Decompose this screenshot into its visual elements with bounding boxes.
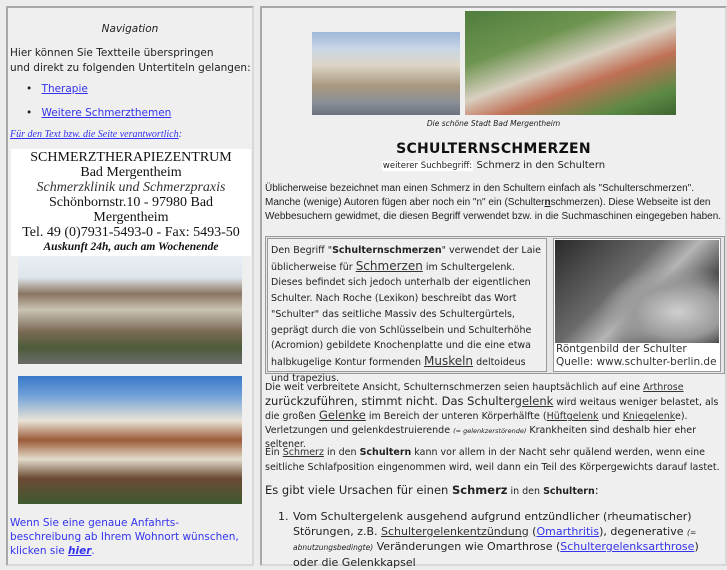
- xray-image: [555, 240, 719, 343]
- paragraph-arthrose: Die weit verbreitete Ansicht, Schulternschmerzen seien hauptsächlich auf eine Arthrose zurückzuführen, stimmt nicht. Das Schultergelenk wird weitaus weniger belastet, als die großen Gelenke im Bereich der unteren Körperhälfte (Hüftgelenk und Kniegelenke). Verletzungen und gelenkdestruierende (= gelenkzerstörende) Krankheiten sind deshalb hier eher seltener.: [265, 382, 719, 450]
- link-schmerzen[interactable]: Schmerzen: [355, 258, 423, 273]
- photo-caption: Die schöne Stadt Bad Mergentheim: [426, 119, 561, 128]
- clinic-subtitle: Schmerzklinik und Schmerzpraxis: [36, 180, 226, 195]
- nav-link-therapie[interactable]: Therapie: [41, 83, 88, 95]
- link-kniegelenk[interactable]: Kniegelenk: [622, 411, 675, 422]
- responsible-link[interactable]: Für den Text bzw. die Seite verantwortlich: [10, 129, 179, 140]
- definition-box: Den Begriff "Schulternschmerzen" verwendet der Laie üblicherweise für Schmerzen im Schultergelenk. Dieses befindet sich jedoch unterhalb der eigentlichen Schulter. Nach Roche (Lexikon) beschreibt das Wort "Schulter" das seitliche Massiv des Schultergürtels, geprägt durch die von Schlüsselbein und Schulterhöhe (Acromion) gebildete Knochenplatte und die eine etwa halbkugelige Kontur formenden Muskeln deltoideus und trapezius.: [267, 238, 547, 372]
- link-schultergelenkentzuendung[interactable]: Schultergelenkentzündung: [381, 524, 529, 538]
- causes-heading: Es gibt viele Ursachen für einen Schmerz in den Schultern:: [265, 483, 599, 497]
- paragraph-night-pain: Ein Schmerz in den Schultern kann vor allem in der Nacht sehr quälend werden, wenn eine seitliche Schlafposition eingenommen wird, weil dann ein Teil des Körpergewichts darauf lastet.: [265, 447, 720, 473]
- xray-cell: [553, 238, 721, 372]
- link-omarthritis[interactable]: Omarthritis: [536, 524, 600, 538]
- search-term-label: weiterer Suchbegriff:: [382, 161, 473, 171]
- link-hueftgelenk[interactable]: Hüftgelenk: [546, 411, 599, 422]
- clinic-phone: Tel. 49 (0)7931-5493-0 - Fax: 5493-50: [22, 225, 240, 240]
- clinic-name: SCHMERZTHERAPIEZENTRUM: [30, 150, 232, 165]
- nav-intro-2: und direkt zu folgenden Untertiteln gelangen:: [10, 62, 251, 74]
- link-schultergelenksarthrose[interactable]: Schultergelenksarthrose: [560, 540, 695, 553]
- link-schmerz[interactable]: Schmerz: [282, 447, 324, 458]
- cause-list-item: Vom Schultergelenk ausgehend aufgrund entzündlicher (rheumatischer) Störungen, z.B. Schultergelenkentzündung (Omarthritis), degenerative (= abnutzungsbedingte) Veränderungen wie Omarthrose (Schultergelenksarthrose) oder die Gelenkkapsel: [293, 510, 699, 569]
- clinic-address: Schönbornstr.10 - 97980 Bad Mergentheim: [48, 195, 214, 225]
- xray-source: Quelle: www.schulter-berlin.de: [556, 356, 717, 368]
- nav-title: Navigation: [101, 23, 159, 35]
- link-gelenk[interactable]: gelenk: [514, 393, 554, 408]
- navigation-panel: Navigation Hier können Sie Textteile überspringen und direkt zu folgenden Untertiteln gelangen: • Therapie • Weitere Schmerzthemen Für den Text bzw. die Seite verantwortlich: SCHMERZTHERAPIEZENTRUM Bad Mergentheim Schmerzklinik und Schmerzpraxis Schönbornstr.10 - 97980 Bad Mergentheim Tel. 49 (0)7931-5493-0 - Fax: 5493-50 Auskunft 24h, auch am Wochenende Wenn Sie eine genaue Anfahrts-beschreibung ab Ihrem Wohnort wünschen, klicken sie hier.: [6, 6, 254, 566]
- directions-text: Wenn Sie eine genaue Anfahrts-beschreibung ab Ihrem Wohnort wünschen, klicken sie hier.: [10, 517, 239, 557]
- castle-aerial-photo: [465, 11, 676, 115]
- content-panel: Die schöne Stadt Bad Mergentheim SCHULTERNSCHMERZEN weiterer Suchbegriff: Schmerz in den Schultern Üblicherweise bezeichnet man einen Schmerz in den Schultern einfach als "Schulterschmerzen". Manche (wenige) Autoren fügen aber noch ein "n" ein (Schulternschmerzen). Diese Webseite ist den Webbesuchern gewidmet, die diesen Begriff verwendet bzw. in die Suchmaschinen eingegeben haben. Den Begriff "Schulternschmerzen" verwendet der Laie üblicherweise für Schmerzen im Schultergelenk. Dieses befindet sich jedoch unterhalb der eigentlichen Schulter. Nach Roche (Lexikon) beschreibt das Wort "Schulter" das seitliche Massiv des Schultergürtels, geprägt durch die von Schlüsselbein und Schulterhöhe (Acromion) gebildete Knochenplatte und die eine etwa halbkugelige Kontur formenden Muskeln deltoideus und trapezius. Röntgenbild der Schulter Quelle: www.schulter-berlin.de Die weit verbreitete Ansicht, Schulternschmerzen seien hauptsächlich auf eine Arthrose zurückzuführen, stimmt nicht. Das Schultergelenk wird weitaus weniger belastet, als die großen Gelenke im Bereich der unteren Körperhälfte (Hüftgelenk und Kniegelenke). Verletzungen und gelenkdestruierende (= gelenkzerstörende) Krankheiten sind deshalb hier eher seltener. Ein Schmerz in den Schultern kann vor allem in der Nacht sehr quälend werden, wenn eine seitliche Schlafposition eingenommen wird, weil dann ein Teil des Körpergewichts darauf lastet. Es gibt viele Ursachen für einen Schmerz in den Schultern: 1. Vom Schultergelenk ausgehend aufgrund entzündlicher (rheumatischer) Störungen, z.B. Schultergelenkentzündung (Omarthritis), degenerative (= abnutzungsbedingte) Veränderungen wie Omarthrose (Schultergelenksarthrose) oder die Gelenkkapsel: [260, 6, 727, 566]
- nav-intro: Hier können Sie Textteile überspringen: [10, 47, 214, 59]
- colon: :: [178, 129, 182, 140]
- search-term: Schmerz in den Schultern: [476, 160, 606, 171]
- info-table: [265, 236, 725, 384]
- directions-link[interactable]: hier: [68, 545, 92, 557]
- clinic-info: Auskunft 24h, auch am Wochenende: [43, 241, 219, 253]
- clinic-building-photo: [18, 256, 242, 364]
- town-photo: [312, 32, 460, 115]
- page-title: SCHULTERNSCHMERZEN: [396, 141, 591, 157]
- clinic-address-block: [11, 149, 251, 256]
- xray-caption: Röntgenbild der Schulter: [556, 343, 687, 355]
- nav-link-weitere[interactable]: Weitere Schmerzthemen: [41, 107, 172, 119]
- link-gelenke[interactable]: Gelenke: [318, 408, 366, 422]
- clinic-building-photo-2: [18, 376, 242, 504]
- link-arthrose[interactable]: Arthrose: [643, 382, 684, 393]
- intro-paragraph: Üblicherweise bezeichnet man einen Schmerz in den Schultern einfach als "Schulterschmerzen". Manche (wenige) Autoren fügen aber noch ein "n" ein (Schulternschmerzen). Diese Webseite ist den Webbesuchern gewidmet, die diesen Begriff verwendet bzw. in die Suchmaschinen eingegeben haben.: [265, 183, 722, 222]
- link-muskeln[interactable]: Muskeln: [423, 353, 474, 368]
- clinic-city: Bad Mergentheim: [80, 165, 182, 180]
